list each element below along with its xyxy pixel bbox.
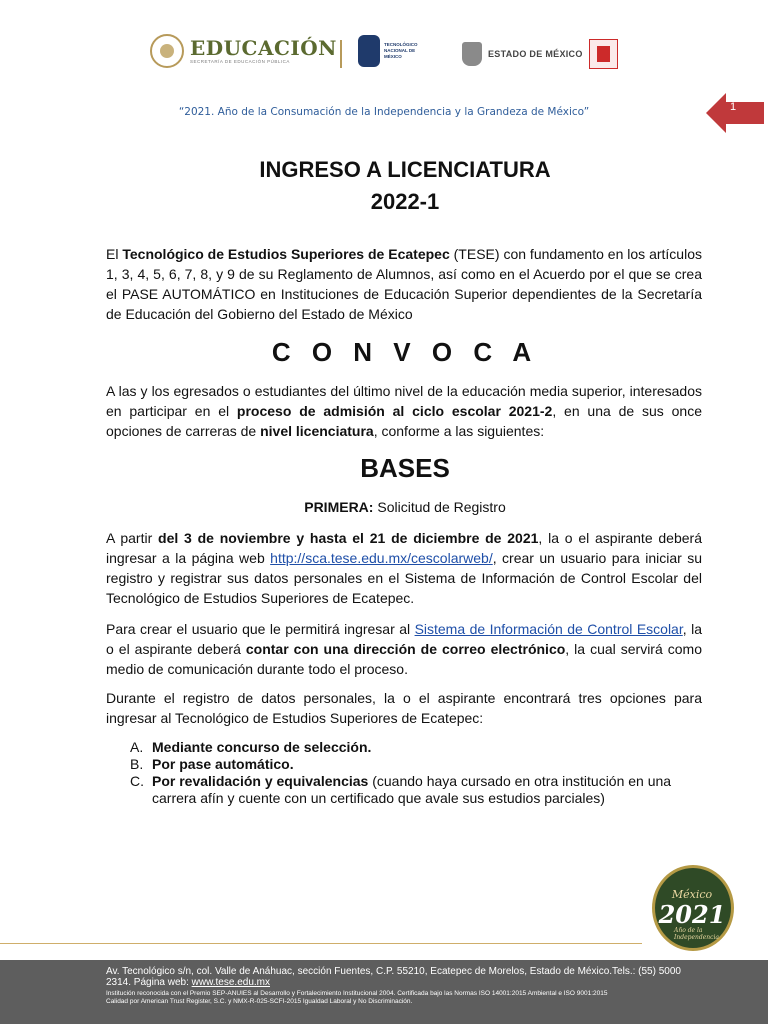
tnm-gear-icon <box>358 35 380 67</box>
edomex-logo <box>462 42 583 66</box>
options-list <box>130 739 704 807</box>
list-item <box>130 756 704 773</box>
convoca-heading: C O N V O C A <box>271 337 539 367</box>
options-intro: Durante el registro de datos personales, la o el aspirante encontrará tres opciones para ingresar al Tecnológico de Estudios Superiores de Ecatepec: <box>106 690 702 726</box>
tese-logo-icon <box>589 39 618 69</box>
tnm-logo <box>358 35 430 67</box>
cescolarweb-link[interactable]: http://sca.tese.edu.mx/cescolarweb/ <box>270 550 493 566</box>
list-item <box>130 739 704 756</box>
footer-certification-1: Institución reconocida con el Premio SEP-ANUIES al Desarrollo y Fortalecimiento Institucional 2004. Certificada bajo las Normas ISO 14001:2015 Ambiental e ISO 9001:2015 <box>106 990 608 997</box>
page-number-badge <box>706 93 764 133</box>
registration-part2: , la o el aspirante deberá ingresar a la página web <box>106 530 702 566</box>
mexico-seal-icon <box>150 34 184 68</box>
list-item <box>130 773 704 807</box>
user-creation-part1: Para crear el usuario que le permitirá ingresar al <box>106 621 415 637</box>
user-creation-part3: , la cual servirá como medio de comunicación durante todo el proceso. <box>106 641 702 677</box>
option-title: Por pase automático. <box>152 756 294 772</box>
tnm-logo-text: TECNOLÓGICO NACIONAL DE MÉXICO <box>384 42 418 59</box>
user-creation-paragraph <box>106 619 702 679</box>
footer-address: Av. Tecnológico s/n, col. Valle de Anáhuac, sección Fuentes, C.P. 55210, Ecatepec de Morelos, Estado de México.Tels.: (55) 5000 <box>106 966 681 977</box>
year-motto: “2021. Año de la Consumación de la Independencia y la Grandeza de México” <box>178 106 590 118</box>
logo-divider <box>340 40 342 68</box>
intro-rest: (TESE) con fundamento en los artículos 1, 3, 4, 5, 6, 7, 8, y 9 de su Reglamento de Alumnos, así como en el Acuerdo por el que se crea el PASE AUTOMÁTICO en Instituciones de Educación Superior dependientes de la Secretaría de Educación del Gobierno del Estado de México <box>106 246 702 322</box>
document-period: 2022-1 <box>370 189 440 214</box>
user-creation-part2: , la o el aspirante deberá <box>106 621 702 657</box>
primera-heading <box>0 499 768 515</box>
institution-name: Tecnológico de Estudios Superiores de Ecatepec <box>122 246 450 262</box>
option-title: Por revalidación y equivalencias <box>152 773 369 789</box>
mexico-2021-seal <box>648 855 736 955</box>
arrow-left-icon <box>706 93 764 133</box>
bases-heading: BASES <box>360 453 450 483</box>
list-marker: A. <box>130 739 144 755</box>
intro-paragraph <box>106 244 702 324</box>
call-part3: , conforme a las siguientes: <box>373 423 545 439</box>
registration-part3: , crear un usuario para iniciar su registro y registrar sus datos personales en el Sistema de Información de Control Escolar del Tecnológico de Estudios Superiores de Ecatepec. <box>106 550 702 606</box>
footer-divider <box>0 943 642 944</box>
registration-part1: A partir <box>106 530 159 546</box>
seal-year: 2021 <box>658 900 726 929</box>
registration-dates: del 3 de noviembre y hasta el 21 de diciembre de 2021 <box>158 530 539 546</box>
option-detail: (cuando haya cursado en otra institución en una carrera afín y cuente con un certificado que avale sus estudios parciales) <box>152 773 672 806</box>
website-link[interactable]: www.tese.edu.mx <box>191 977 270 988</box>
call-part2: , en una de sus once opciones de carreras de <box>106 403 702 439</box>
intro-prefix: El <box>106 246 123 262</box>
edomex-shield-icon <box>462 42 482 66</box>
call-paragraph <box>106 381 702 441</box>
education-logo-text: EDUCACIÓN <box>190 36 337 60</box>
footer-contact <box>106 977 706 988</box>
list-marker: C. <box>130 773 144 789</box>
seal-subtitle: Año de la Independencia <box>674 927 719 941</box>
document-title: INGRESO A LICENCIATURA <box>259 157 551 182</box>
call-bold1: proceso de admisión al ciclo escolar 2021-2 <box>236 403 553 419</box>
education-logo-subtext: SECRETARÍA DE EDUCACIÓN PÚBLICA <box>190 59 290 64</box>
primera-label: PRIMERA: <box>304 499 374 515</box>
header-logos <box>0 30 768 80</box>
footer-phone: 2314. Página web: <box>106 977 192 988</box>
registration-paragraph <box>106 528 702 608</box>
control-escolar-link[interactable]: Sistema de Información de Control Escolar <box>414 621 683 637</box>
page-number: 1 <box>730 101 737 113</box>
sep-logo <box>150 34 337 68</box>
list-marker: B. <box>130 756 144 772</box>
seal-top-text: México <box>671 888 713 901</box>
email-requirement: contar con una dirección de correo electrónico <box>245 641 566 657</box>
footer-certification-2: Calidad por American Trust Register, S.C. y NMX-R-025-SCFI-2015 Igualdad Laboral y No Discriminación. <box>106 998 413 1005</box>
footer <box>0 960 768 1024</box>
primera-text: Solicitud de Registro <box>373 499 506 515</box>
option-title: Mediante concurso de selección. <box>152 739 372 755</box>
edomex-logo-text: ESTADO DE MÉXICO <box>488 49 583 59</box>
call-bold2: nivel licenciatura <box>260 423 374 439</box>
call-part1: A las y los egresados o estudiantes del último nivel de la educación media superior, interesados en participar en el <box>106 383 702 419</box>
